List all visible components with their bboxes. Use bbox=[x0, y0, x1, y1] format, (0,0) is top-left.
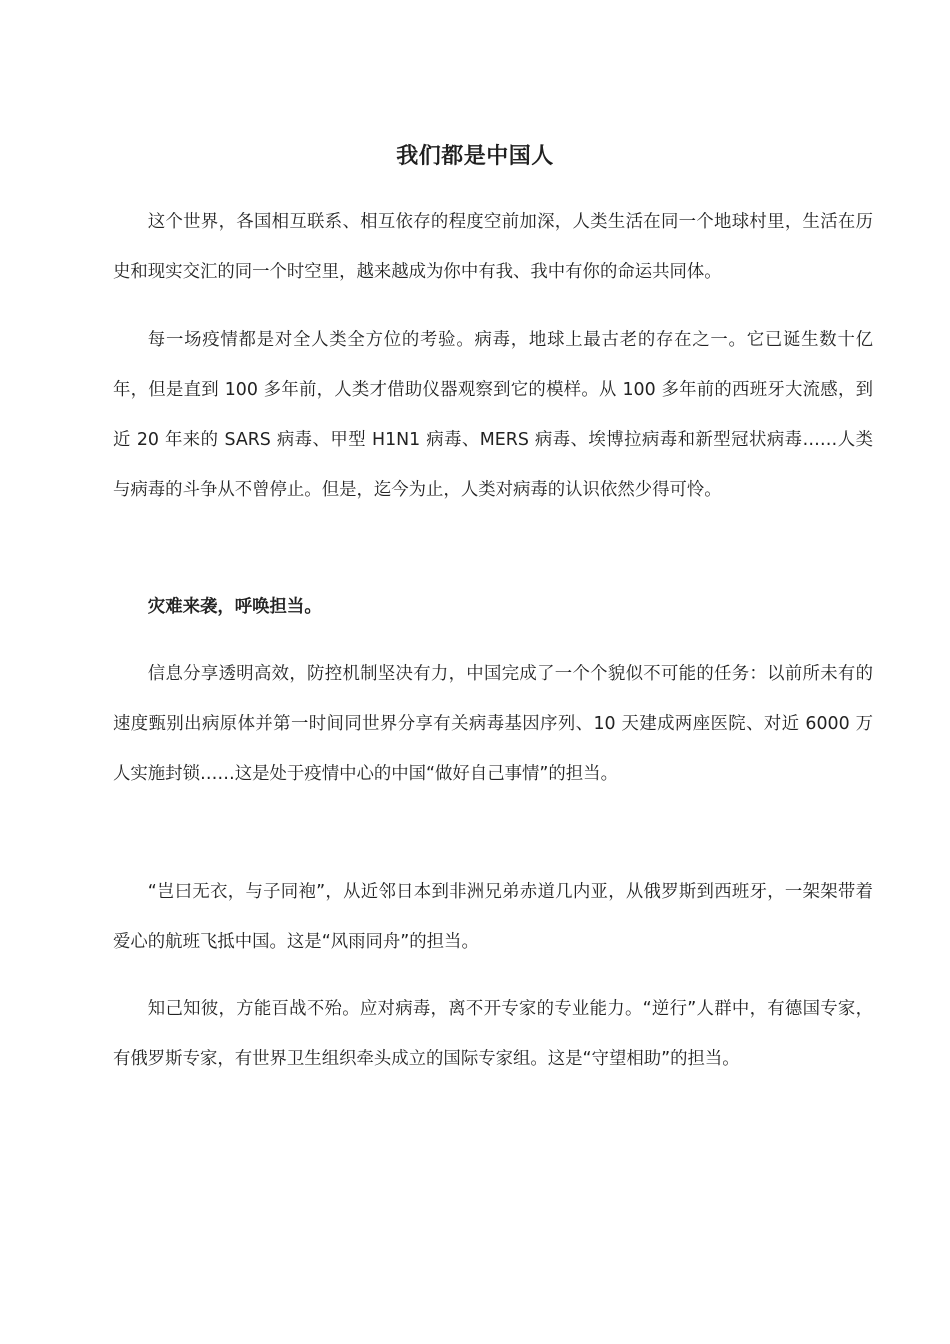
paragraph-virus-history: 每一场疫情都是对全人类全方位的考验。病毒，地球上最古老的存在之一。它已诞生数十亿年，但是直到 100 多年前，人类才借助仪器观察到它的模样。从 100 多年前的西班牙大流感，到近 20 年来的 SARS 病毒、甲型 H1N1 病毒、MERS 病毒、埃博拉病毒和新型冠状病毒……人类与病毒的斗争从不曾停止。但是，迄今为止，人类对病毒的认识依然少得可怜。 bbox=[113, 330, 873, 500]
paragraph-china-response: 信息分享透明高效，防控机制坚决有力，中国完成了一个个貌似不可能的任务：以前所未有的速度甄别出病原体并第一时间同世界分享有关病毒基因序列、10 天建成两座医院、对近 6000 万人实施封锁……这是处于疫情中心的中国“做好自己事情”的担当。 bbox=[113, 664, 873, 784]
paragraph-heading-responsibility: 灾难来袭，呼唤担当。 bbox=[147, 597, 322, 617]
paragraph-solidarity: “岂曰无衣，与子同袍”，从近邻日本到非洲兄弟赤道几内亚，从俄罗斯到西班牙，一架架带着爱心的航班飞抵中国。这是“风雨同舟”的担当。 bbox=[113, 882, 873, 952]
document-title: 我们都是中国人 bbox=[396, 144, 554, 169]
paragraph-intro: 这个世界，各国相互联系、相互依存的程度空前加深，人类生活在同一个地球村里，生活在历史和现实交汇的同一个时空里，越来越成为你中有我、我中有你的命运共同体。 bbox=[113, 212, 873, 282]
paragraph-experts: 知己知彼，方能百战不殆。应对病毒，离不开专家的专业能力。“逆行”人群中，有德国专家，有俄罗斯专家，有世界卫生组织牵头成立的国际专家组。这是“守望相助”的担当。 bbox=[113, 999, 873, 1069]
